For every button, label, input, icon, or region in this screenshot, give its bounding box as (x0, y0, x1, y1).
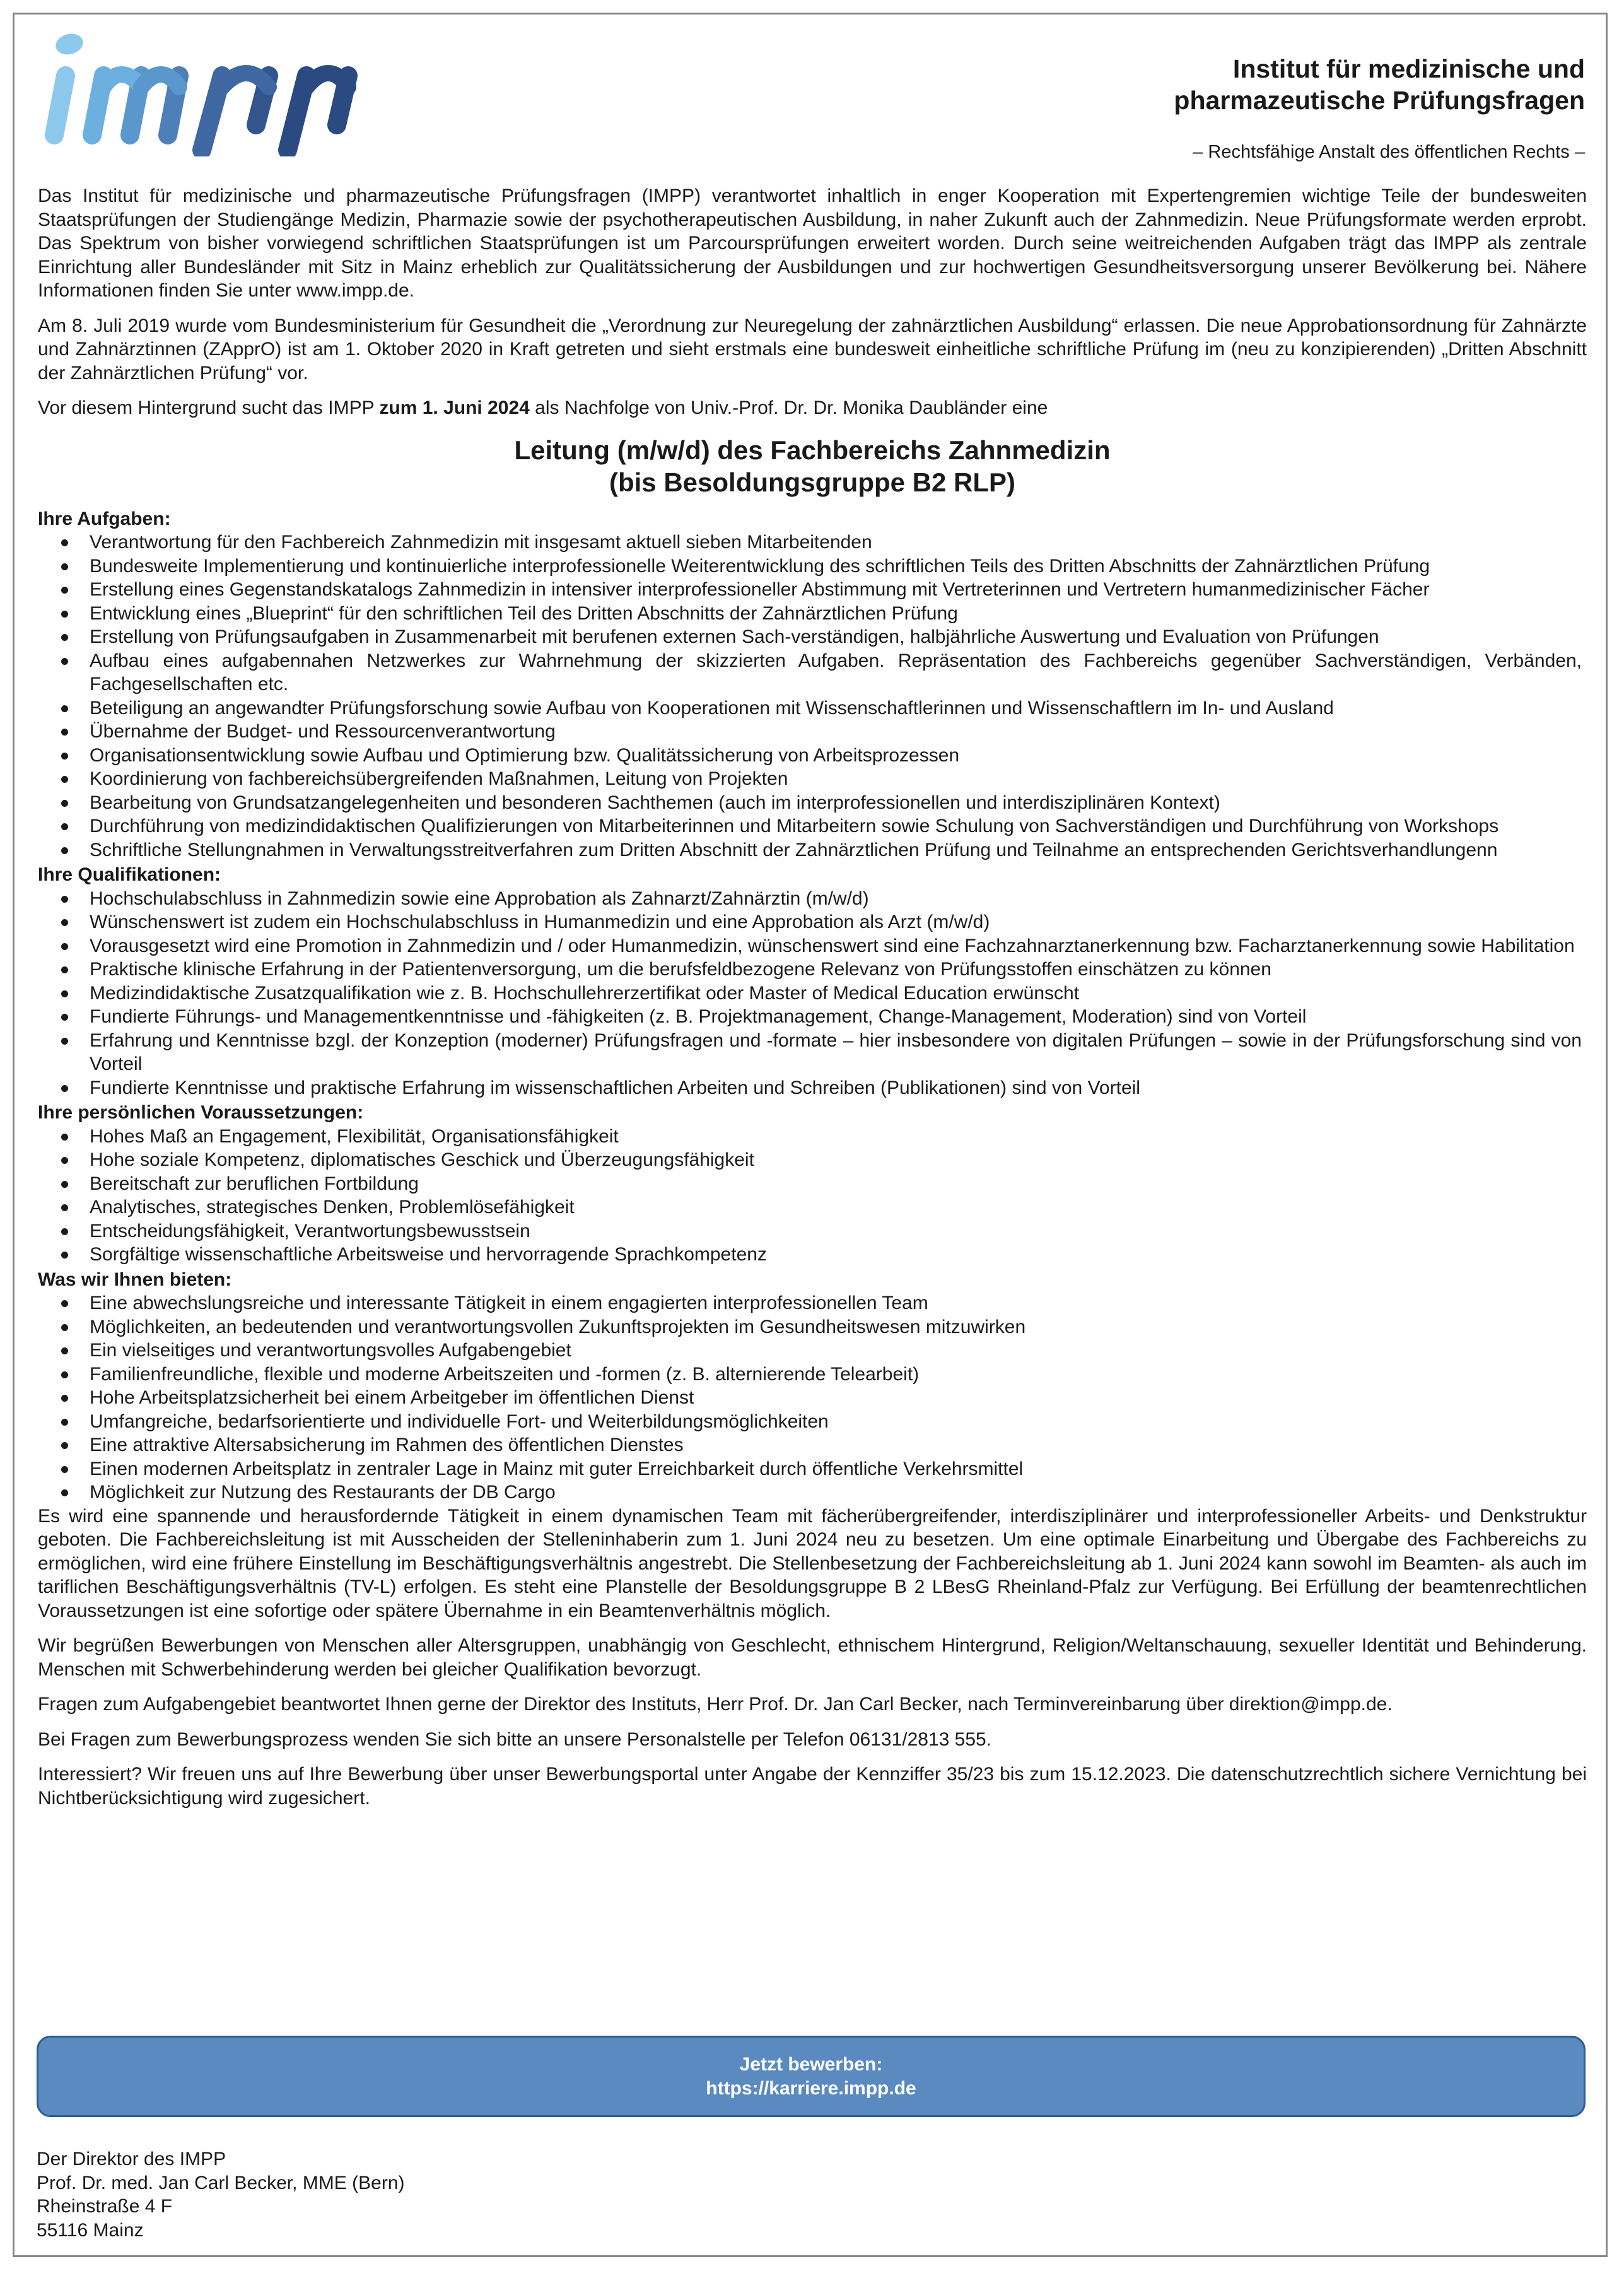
impp-logo (33, 18, 361, 156)
list-item: Vorausgesetzt wird eine Promotion in Zahnmedizin und / oder Humanmedizin, wünschenswert sind eine Fachzahnarztanerkennung bzw. Facharztanerkennung sowie Habilitation (90, 934, 1587, 958)
list-item: Schriftliche Stellungnahmen in Verwaltungsstreitverfahren zum Dritten Abschnitt der Zahnärztlichen Prüfung und Teilnahme an entsprechenden Gerichtsverhandlungenn (90, 838, 1587, 862)
section-heading-angebot: Was wir Ihnen bieten: (38, 1269, 232, 1290)
logo-stroke (54, 76, 66, 135)
list-item: Eine abwechslungsreiche und interessante Tätigkeit in einem engagierten interprofessionellen Team (90, 1291, 1587, 1315)
section-heading-voraussetzungen: Ihre persönlichen Voraussetzungen: (38, 1102, 364, 1123)
logo-arch (222, 73, 269, 87)
list-item: Medizindidaktische Zusatzqualifikation wie z. B. Hochschullehrerzertifikat oder Master of Medical Education erwünscht (90, 982, 1587, 1006)
list-item: Erstellung eines Gegenstandskatalogs Zahnmedizin in intensiver interprofessioneller Abstimmung mit Vertreterinnen und Vertretern humanmedizinischer Fächer (90, 578, 1587, 602)
career-portal-link[interactable]: https://karriere.impp.de (706, 2077, 916, 2099)
intro-paragraph-3 (38, 396, 1587, 420)
list-item: Hohes Maß an Engagement, Flexibilität, Organisationsfähigkeit (90, 1125, 1587, 1149)
institute-name-line1: Institut für medizinische und (1232, 54, 1585, 83)
list-item: Umfangreiche, bedarfsorientierte und individuelle Fort- und Weiterbildungsmöglichkeiten (90, 1410, 1587, 1434)
list-item: Fundierte Kenntnisse und praktische Erfahrung im wissenschaftlichen Arbeiten und Schreiben (Publikationen) sind von Vorteil (90, 1076, 1587, 1100)
list-item: Bearbeitung von Grundsatzangelegenheiten und besonderen Sachthemen (auch im interprofessionellen und interdisziplinären Kontext) (90, 791, 1587, 815)
apply-now-label: Jetzt bewerben: (739, 2053, 883, 2075)
list-item: Erfahrung und Kenntnisse bzgl. der Konzeption (moderner) Prüfungsfragen und -formate – hier insbesondere von digitalen Prüfungen – sowie in der Prüfungsforschung sind von Vorteil (90, 1029, 1587, 1076)
list-item: Übernahme der Budget- und Ressourcenverantwortung (90, 720, 1587, 744)
list-item: Entscheidungsfähigkeit, Verantwortungsbewusstsein (90, 1219, 1587, 1243)
signature-title: Der Direktor des IMPP (37, 2149, 226, 2169)
logo-dot (54, 31, 85, 57)
list-item: Analytisches, strategisches Denken, Problemlösefähigkeit (90, 1195, 1587, 1219)
signature-name: Prof. Dr. med. Jan Carl Becker, MME (Bern) (37, 2172, 405, 2193)
aufgaben-list (38, 531, 1587, 862)
list-item: Ein vielseitiges und verantwortungsvolles Aufgabengebiet (90, 1339, 1587, 1363)
signature-street: Rheinstraße 4 F (37, 2196, 173, 2217)
section-heading-aufgaben: Ihre Aufgaben: (38, 508, 171, 529)
list-item: Familienfreundliche, flexible und moderne Arbeitszeiten und -formen (z. B. alternierende Telearbeit) (90, 1363, 1587, 1387)
position-title-line1: Leitung (m/w/d) des Fachbereichs Zahnmedizin (514, 435, 1111, 465)
list-item: Koordinierung von fachbereichsübergreifenden Maßnahmen, Leitung von Projekten (90, 767, 1587, 791)
signature-city: 55116 Mainz (37, 2219, 144, 2241)
list-item: Hohe Arbeitsplatzsicherheit bei einem Arbeitgeber im öffentlichen Dienst (90, 1386, 1587, 1410)
qualifikationen-list (38, 887, 1587, 1100)
section-heading-qualifikationen: Ihre Qualifikationen: (38, 864, 221, 885)
closing-paragraph-4: Bei Fragen zum Bewerbungsprozess wenden Sie sich bitte an unsere Personalstelle per Telefon 06131/2813 555. (38, 1728, 992, 1750)
main-content (38, 184, 1587, 1810)
list-item: Hochschulabschluss in Zahnmedizin sowie eine Approbation als Zahnarzt/Zahnärztin (m/w/d) (90, 887, 1587, 911)
list-item: Sorgfältige wissenschaftliche Arbeitsweise und hervorragende Sprachkompetenz (90, 1243, 1587, 1267)
list-item: Möglichkeiten, an bedeutenden und verantwortungsvollen Zukunftsprojekten im Gesundheitswesen mitzuwirken (90, 1315, 1587, 1339)
list-item: Aufbau eines aufgabennahen Netzwerkes zur Wahrnehmung der skizzierten Aufgaben. Repräsentation des Fachbereichs gegenüber Sachverständigen, Verbänden, Fachgesellschaften etc. (90, 649, 1587, 696)
list-item: Wünschenswert ist zudem ein Hochschulabschluss in Humanmedizin und eine Approbation als Arzt (m/w/d) (90, 910, 1587, 934)
logo-arch (307, 73, 348, 87)
legal-form: – Rechtsfähige Anstalt des öffentlichen Rechts – (1193, 142, 1585, 162)
list-item: Praktische klinische Erfahrung in der Patientenversorgung, um die berufsfeldbezogene Relevanz von Prüfungsstoffen einschätzen zu können (90, 958, 1587, 982)
list-item: Bereitschaft zur beruflichen Fortbildung (90, 1172, 1587, 1196)
logo-arch (141, 74, 179, 87)
institute-name-line2: pharmazeutische Prüfungsfragen (1174, 86, 1585, 115)
list-item: Entwicklung eines „Blueprint“ für den schriftlichen Teil des Dritten Abschnitts der Zahnärztlichen Prüfung (90, 602, 1587, 626)
intro-paragraph-1: Das Institut für medizinische und pharmazeutische Prüfungsfragen (IMPP) verantwortet inhaltlich in enger Kooperation mit Expertengremien wichtige Teile der bundesweiten Staatsprüfungen der Studiengänge Medizin, Pharmazie sowie der psychotherapeutischen Ausbildung, in naher Zukunft auch der Zahnmedizin. Neue Prüfungsformate werden erprobt. Das Spektrum von bisher vorwiegend schriftlichen Staatsprüfungen ist um Parcoursprüfungen erweitert worden. Durch seine weitreichenden Aufgaben trägt das IMPP als zentrale Einrichtung aller Bundesländer mit Sitz in Mainz erheblich zur Qualitätssicherung der Ausbildungen und zur hochwertigen Gesundheitsversorgung unserer Bevölkerung bei. Nähere Informationen finden Sie unter www.impp.de. (38, 185, 1587, 301)
list-item: Organisationsentwicklung sowie Aufbau und Optimierung bzw. Qualitätssicherung von Arbeitsprozessen (90, 744, 1587, 768)
angebot-list (38, 1291, 1587, 1505)
closing-paragraph-2: Wir begrüßen Bewerbungen von Menschen aller Altersgruppen, unabhängig von Geschlecht, ethnischem Hintergrund, Religion/Weltanschauung, sexueller Identität und Behinderung. Menschen mit Schwerbehinderung werden bei gleicher Qualifikation bevorzugt. (38, 1635, 1587, 1680)
apply-now-banner[interactable] (37, 2036, 1586, 2117)
closing-paragraph-1: Es wird eine spannende und herausfordernde Tätigkeit in einem dynamischen Team mit fächerübergreifender, interdisziplinärer und interprofessioneller Arbeits- und Denkstruktur geboten. Die Fachbereichsleitung ist mit Ausscheiden der Stelleninhaberin zum 1. Juni 2024 neu zu besetzen. Um eine optimale Einarbeitung und Übergabe des Fachbereichs zu ermöglichen, wird eine frühere Einstellung im Beschäftigungsverhältnis angestrebt. Die Stellenbesetzung der Fachbereichsleitung ab 1. Juni 2024 kann sowohl im Beamten- als auch im tariflichen Beschäftigungsverhältnis (TV-L) erfolgen. Es steht eine Planstelle der Besoldungsgruppe B 2 LBesG Rheinland-Pfalz zur Verfügung. Bei Erfüllung der beamtenrechtlichen Voraussetzungen ist eine sofortige oder spätere Übernahme in ein Beamtenverhältnis möglich. (38, 1505, 1587, 1621)
list-item: Fundierte Führungs- und Managementkenntnisse und -fähigkeiten (z. B. Projektmanagement, Change-Management, Moderation) sind von Vorteil (90, 1005, 1587, 1029)
institute-name (828, 53, 1585, 116)
voraussetzungen-list (38, 1125, 1587, 1267)
list-item: Verantwortung für den Fachbereich Zahnmedizin mit insgesamt aktuell sieben Mitarbeitenden (90, 531, 1587, 555)
intro-p3-after: als Nachfolge von Univ.-Prof. Dr. Dr. Monika Daubländer eine (529, 397, 1048, 418)
list-item: Erstellung von Prüfungsaufgaben in Zusammenarbeit mit berufenen externen Sach-verständigen, halbjährliche Auswertung und Evaluation von Prüfungen (90, 625, 1587, 649)
position-title (38, 434, 1587, 498)
intro-p3-date: zum 1. Juni 2024 (379, 397, 530, 418)
position-title-line2: (bis Besoldungsgruppe B2 RLP) (609, 467, 1016, 497)
list-item: Beteiligung an angewandter Prüfungsforschung sowie Aufbau von Kooperationen mit Wissenschaftlerinnen und Wissenschaftlern im In- und Ausland (90, 696, 1587, 720)
list-item: Durchführung von medizindidaktischen Qualifizierungen von Mitarbeiterinnen und Mitarbeitern sowie Schulung von Sachverständigen und Durchführung von Workshops (90, 814, 1587, 838)
signature-block (37, 2147, 405, 2242)
closing-paragraph-3: Fragen zum Aufgabengebiet beantwortet Ihnen gerne der Direktor des Instituts, Herr Prof. Dr. Jan Carl Becker, nach Terminvereinbarung über direktion@impp.de. (38, 1694, 1393, 1715)
list-item: Hohe soziale Kompetenz, diplomatisches Geschick und Überzeugungsfähigkeit (90, 1148, 1587, 1172)
closing-paragraph-5: Interessiert? Wir freuen uns auf Ihre Bewerbung über unser Bewerbungsportal unter Angabe der Kennziffer 35/23 bis zum 15.12.2023. Die datenschutzrechtlich sichere Vernichtung bei Nichtberücksichtigung wird zugesichert. (38, 1764, 1587, 1809)
list-item: Einen modernen Arbeitsplatz in zentraler Lage in Mainz mit guter Erreichbarkeit durch öffentliche Verkehrsmittel (90, 1457, 1587, 1481)
intro-p3-before: Vor diesem Hintergrund sucht das IMPP (38, 397, 380, 418)
list-item: Eine attraktive Altersabsicherung im Rahmen des öffentlichen Dienstes (90, 1433, 1587, 1457)
list-item: Bundesweite Implementierung und kontinuierliche interprofessionelle Weiterentwicklung des schriftlichen Teils des Dritten Abschnitts der Zahnärztlichen Prüfung (90, 555, 1587, 578)
intro-paragraph-2: Am 8. Juli 2019 wurde vom Bundesministerium für Gesundheit die „Verordnung zur Neuregelung der zahnärztlichen Ausbildung“ erlassen. Die neue Approbationsordnung für Zahnärzte und Zahnärztinnen (ZApprO) ist am 1. Oktober 2020 in Kraft getreten und sieht erstmals eine bundesweit einheitliche schriftliche Prüfung im (neu zu konzipierenden) „Dritten Abschnitt der Zahnärztlichen Prüfung“ vor. (38, 315, 1587, 384)
list-item: Möglichkeit zur Nutzung des Restaurants der DB Cargo (90, 1481, 1587, 1505)
